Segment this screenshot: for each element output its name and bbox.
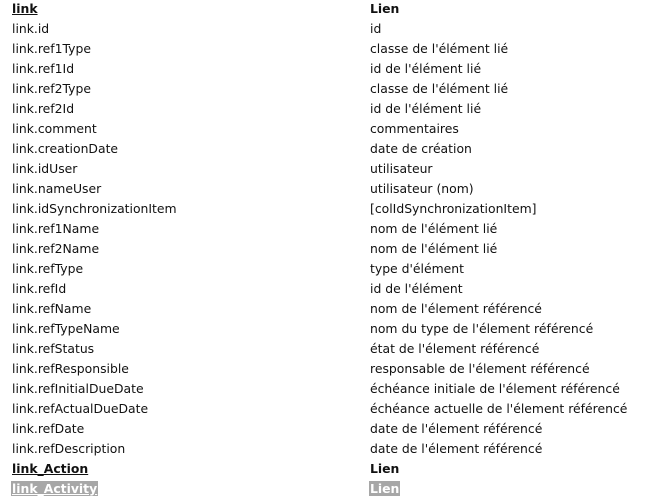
field-name: link.refId xyxy=(12,281,67,296)
field-row xyxy=(0,359,645,379)
field-description: type d'élément xyxy=(370,261,464,276)
field-description: commentaires xyxy=(370,121,459,136)
section-label: Lien xyxy=(370,1,400,16)
field-name: link.ref2Id xyxy=(12,101,75,116)
field-row xyxy=(0,99,645,119)
field-description: nom de l'élement référencé xyxy=(370,301,542,316)
field-description: état de l'élement référencé xyxy=(370,341,540,356)
field-name: link.ref1Name xyxy=(12,221,100,236)
field-row xyxy=(0,279,645,299)
field-row xyxy=(0,299,645,319)
section-name[interactable]: link_Action xyxy=(12,461,89,476)
field-description: date de l'élement référencé xyxy=(370,421,543,436)
field-name: link.nameUser xyxy=(12,181,102,196)
field-row xyxy=(0,59,645,79)
field-description: nom de l'élément lié xyxy=(370,241,498,256)
field-name: link.ref1Type xyxy=(12,41,92,56)
field-name: link.comment xyxy=(12,121,97,136)
field-row xyxy=(0,419,645,439)
field-row xyxy=(0,119,645,139)
field-description: responsable de l'élement référencé xyxy=(370,361,590,376)
field-name: link.refStatus xyxy=(12,341,95,356)
field-description: [colIdSynchronizationItem] xyxy=(370,201,537,216)
field-description: date de création xyxy=(370,141,472,156)
field-name: link.creationDate xyxy=(12,141,119,156)
field-name: link.idUser xyxy=(12,161,78,176)
field-name: link.ref2Type xyxy=(12,81,92,96)
field-row xyxy=(0,339,645,359)
field-description: id de l'élément xyxy=(370,281,463,296)
field-description: utilisateur xyxy=(370,161,433,176)
field-description: échéance initiale de l'élement référencé xyxy=(370,381,620,396)
field-row xyxy=(0,379,645,399)
field-name: link.idSynchronizationItem xyxy=(12,201,177,216)
field-name: link.refTypeName xyxy=(12,321,120,336)
section-label: Lien xyxy=(370,461,400,476)
field-description: utilisateur (nom) xyxy=(370,181,474,196)
field-name: link.refActualDueDate xyxy=(12,401,149,416)
field-row xyxy=(0,259,645,279)
field-row xyxy=(0,439,645,459)
field-name: link.refDate xyxy=(12,421,85,436)
field-description: nom de l'élément lié xyxy=(370,221,498,236)
field-row xyxy=(0,39,645,59)
field-description: échéance actuelle de l'élement référencé xyxy=(370,401,628,416)
field-name: link.refType xyxy=(12,261,84,276)
field-row xyxy=(0,239,645,259)
field-description: classe de l'élément lié xyxy=(370,81,509,96)
section-header-link xyxy=(0,0,645,19)
field-row xyxy=(0,79,645,99)
field-row xyxy=(0,199,645,219)
field-row xyxy=(0,319,645,339)
field-name: link.ref1Id xyxy=(12,61,75,76)
section-label: Lien xyxy=(370,481,400,496)
section-name[interactable]: link_Activity xyxy=(12,481,98,496)
field-description: id xyxy=(370,21,382,36)
field-name: link.id xyxy=(12,21,50,36)
field-description: classe de l'élément lié xyxy=(370,41,509,56)
field-row xyxy=(0,219,645,239)
field-description: nom du type de l'élement référencé xyxy=(370,321,594,336)
section-name: link xyxy=(12,1,38,16)
field-name: link.refDescription xyxy=(12,441,126,456)
section-header-link-action[interactable] xyxy=(0,459,645,479)
field-description: id de l'élément lié xyxy=(370,61,482,76)
field-name: link.ref2Name xyxy=(12,241,100,256)
field-description: id de l'élément lié xyxy=(370,101,482,116)
field-description: date de l'élement référencé xyxy=(370,441,543,456)
section-header-link-activity[interactable] xyxy=(0,479,645,499)
field-row xyxy=(0,399,645,419)
field-row xyxy=(0,139,645,159)
field-row xyxy=(0,179,645,199)
field-name: link.refResponsible xyxy=(12,361,129,376)
field-name: link.refName xyxy=(12,301,92,316)
field-name: link.refInitialDueDate xyxy=(12,381,144,396)
field-row xyxy=(0,19,645,39)
field-row xyxy=(0,159,645,179)
